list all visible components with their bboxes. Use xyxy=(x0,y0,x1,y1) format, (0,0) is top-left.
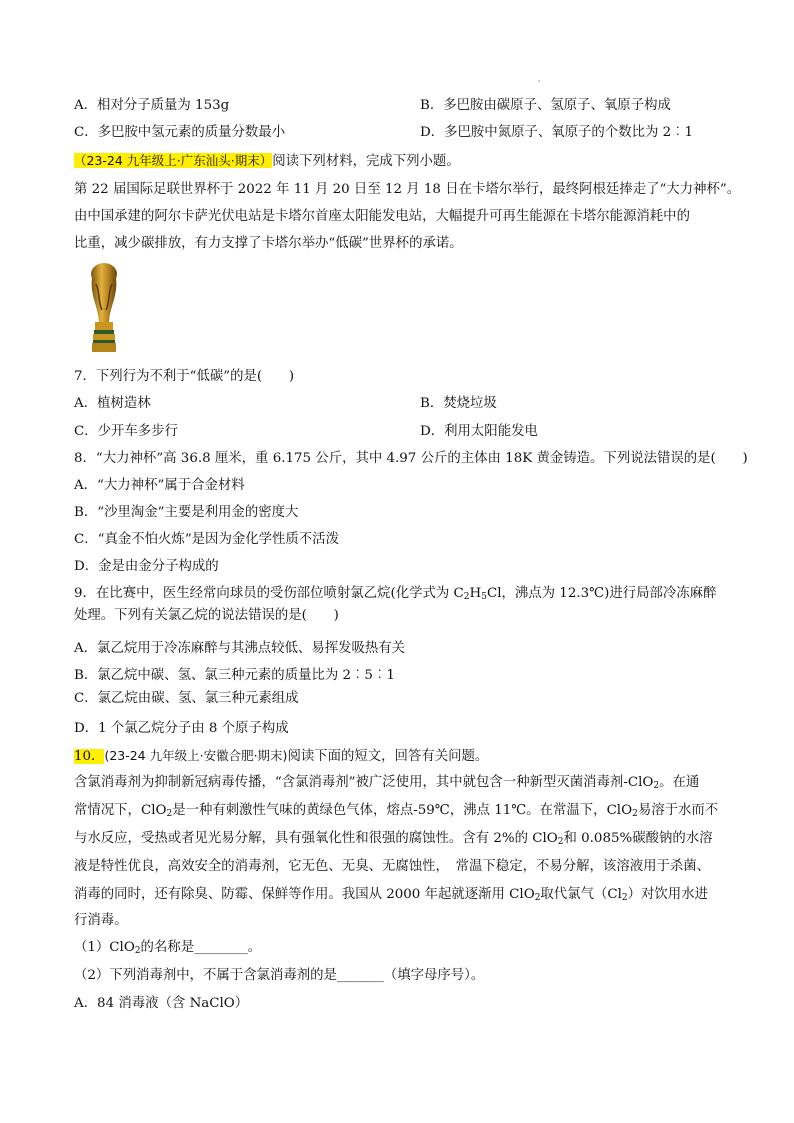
q10-sub1 xyxy=(74,938,261,961)
q10-option-a: A．84 消毒液（含 NaClO） xyxy=(74,996,249,1011)
subscript: 5 xyxy=(481,592,487,602)
subscript: 2 xyxy=(134,946,141,956)
q10-p5 xyxy=(74,885,708,908)
q10-p1 xyxy=(74,773,699,796)
q10-text: 和 0.085%碳酸钠的水溶 xyxy=(563,831,713,846)
q8-option-a: A．“大力神杯”属于合金材料 xyxy=(74,478,245,493)
q10-text: 易溶于水而不 xyxy=(637,803,719,818)
material-p2: 由中国承建的阿尔卡萨光伏电站是卡塔尔首座太阳能发电站，大幅提升可再生能源在卡塔尔能源消耗中的 xyxy=(74,209,690,224)
q9-option-b: B．氯乙烷中碳、氢、氯三种元素的质量比为 2︰5︰1 xyxy=(74,668,395,683)
q10-text: 。在通 xyxy=(659,775,700,790)
q8-option-c: C．“真金不怕火炼”是因为金化学性质不活泼 xyxy=(74,532,339,547)
subscript: 2 xyxy=(534,893,541,903)
q9-option-a: A．氯乙烷用于冷冻麻醉与其沸点较低、易挥发吸热有关 xyxy=(74,641,406,656)
q7-stem: 7．下列行为不利于“低碳”的是( ) xyxy=(74,369,295,384)
q10-text: 与水反应，受热或者见光易分解，具有强氧化性和很强的腐蚀性。含有 2%的 ClO xyxy=(74,831,558,846)
material-p1: 第 22 届国际足联世界杯于 2022 年 11 月 20 日至 12 月 18 日在卡塔尔举行，最终阿根廷捧走了“大力神杯”。 xyxy=(74,182,741,197)
q10-p4: 液是特性优良，高效安全的消毒剂，它无色、无臭、无腐蚀性， 常温下稳定，不易分解，该溶液用于杀菌、 xyxy=(74,859,711,874)
q10-text: 消毒的同时，还有除臭、防霉、保鲜等作用。我国从 2000 年起就逐渐用 ClO xyxy=(74,887,535,902)
q10-p2 xyxy=(74,801,718,824)
material-intro: 阅读下列材料，完成下列小题。 xyxy=(272,154,460,169)
q8-option-d: D．金是由金分子构成的 xyxy=(74,559,219,574)
q7-option-c: C．少开车多步行 xyxy=(74,424,178,439)
q8-stem: 8．“大力神杯”高 36.8 厘米，重 6.175 公斤，其中 4.97 公斤的主体由 18K 黄金铸造。下列说法错误的是( ) xyxy=(74,451,748,466)
q10-p6: 行消毒。 xyxy=(74,913,128,928)
q10-text: 的名称是________。 xyxy=(140,940,262,955)
q7-row1 xyxy=(74,394,497,414)
q8-option-b: B．“沙里淘金”主要是利用金的密度大 xyxy=(74,505,299,520)
q10-text: ）对饮用水进 xyxy=(627,887,708,902)
option-a: A．相对分子质量为 153g xyxy=(74,98,230,113)
q9-stem-text: H xyxy=(469,586,482,601)
q9-option-d: D．1 个氯乙烷分子由 8 个原子构成 xyxy=(74,721,289,736)
q10-intro: 阅读下面的短文，回答有关问题。 xyxy=(287,749,489,764)
option-c: C．多巴胺中氢元素的质量分数最小 xyxy=(74,125,286,140)
material-source-tag: （23-24 九年级上·广东汕头·期末） xyxy=(74,153,273,168)
q9-stem-line2: 处理。下列有关氯乙烷的说法错误的是( ) xyxy=(74,608,339,623)
option-b: B．多巴胺由碳原子、氢原子、氧原子构成 xyxy=(420,98,671,113)
q7-option-d: D．利用太阳能发电 xyxy=(420,424,538,439)
subscript: 2 xyxy=(621,893,628,903)
material-header xyxy=(74,151,460,172)
q9-stem-line1 xyxy=(74,584,716,607)
q9-option-c: C．氯乙烷由碳、氢、氯三种元素组成 xyxy=(74,691,299,706)
subscript: 2 xyxy=(557,837,564,847)
q10-sub2: （2）下列消毒剂中，不属于含氯消毒剂的是_______（填字母序号）。 xyxy=(74,968,485,983)
material-p3: 比重，减少碳排放，有力支撑了卡塔尔举办“低碳”世界杯的承诺。 xyxy=(74,236,463,251)
q10-text: （1）ClO xyxy=(74,940,135,955)
q10-number: 10． xyxy=(74,749,105,764)
q9-stem-text: 9．在比赛中，医生经常向球员的受伤部位喷射氯乙烷(化学式为 C xyxy=(74,586,464,601)
q10-text: 是一种有刺激性气味的黄绿色气体，熔点-59℃，沸点 11℃。在常温下，ClO xyxy=(172,803,633,818)
option-a-row xyxy=(74,96,671,116)
q10-p3 xyxy=(74,829,713,852)
subscript: 2 xyxy=(653,781,660,791)
q7-option-a: A．植树造林 xyxy=(74,396,151,411)
subscript: 2 xyxy=(632,809,638,819)
page-dot xyxy=(538,80,540,82)
option-c-row xyxy=(74,123,694,143)
q10-text: 取代氯气（Cl xyxy=(540,887,622,902)
world-cup-trophy-image xyxy=(82,262,126,354)
subscript: 2 xyxy=(463,592,470,602)
q10-text: 常情况下，ClO xyxy=(74,803,167,818)
q7-row2 xyxy=(74,422,538,442)
q10-header xyxy=(74,746,488,767)
option-d: D．多巴胺中氮原子、氧原子的个数比为 2︰1 xyxy=(420,125,694,140)
q9-stem-text: Cl，沸点为 12.3℃)进行局部冷冻麻醉 xyxy=(486,586,717,601)
q10-text: 含氯消毒剂为抑制新冠病毒传播，“含氯消毒剂”被广泛使用，其中就包含一种新型灭菌消毒剂-ClO xyxy=(74,775,654,790)
q10-source: (23-24 九年级上·安徽合肥·期末) xyxy=(104,748,288,763)
subscript: 2 xyxy=(166,809,173,819)
q7-option-b: B．焚烧垃圾 xyxy=(420,396,497,411)
